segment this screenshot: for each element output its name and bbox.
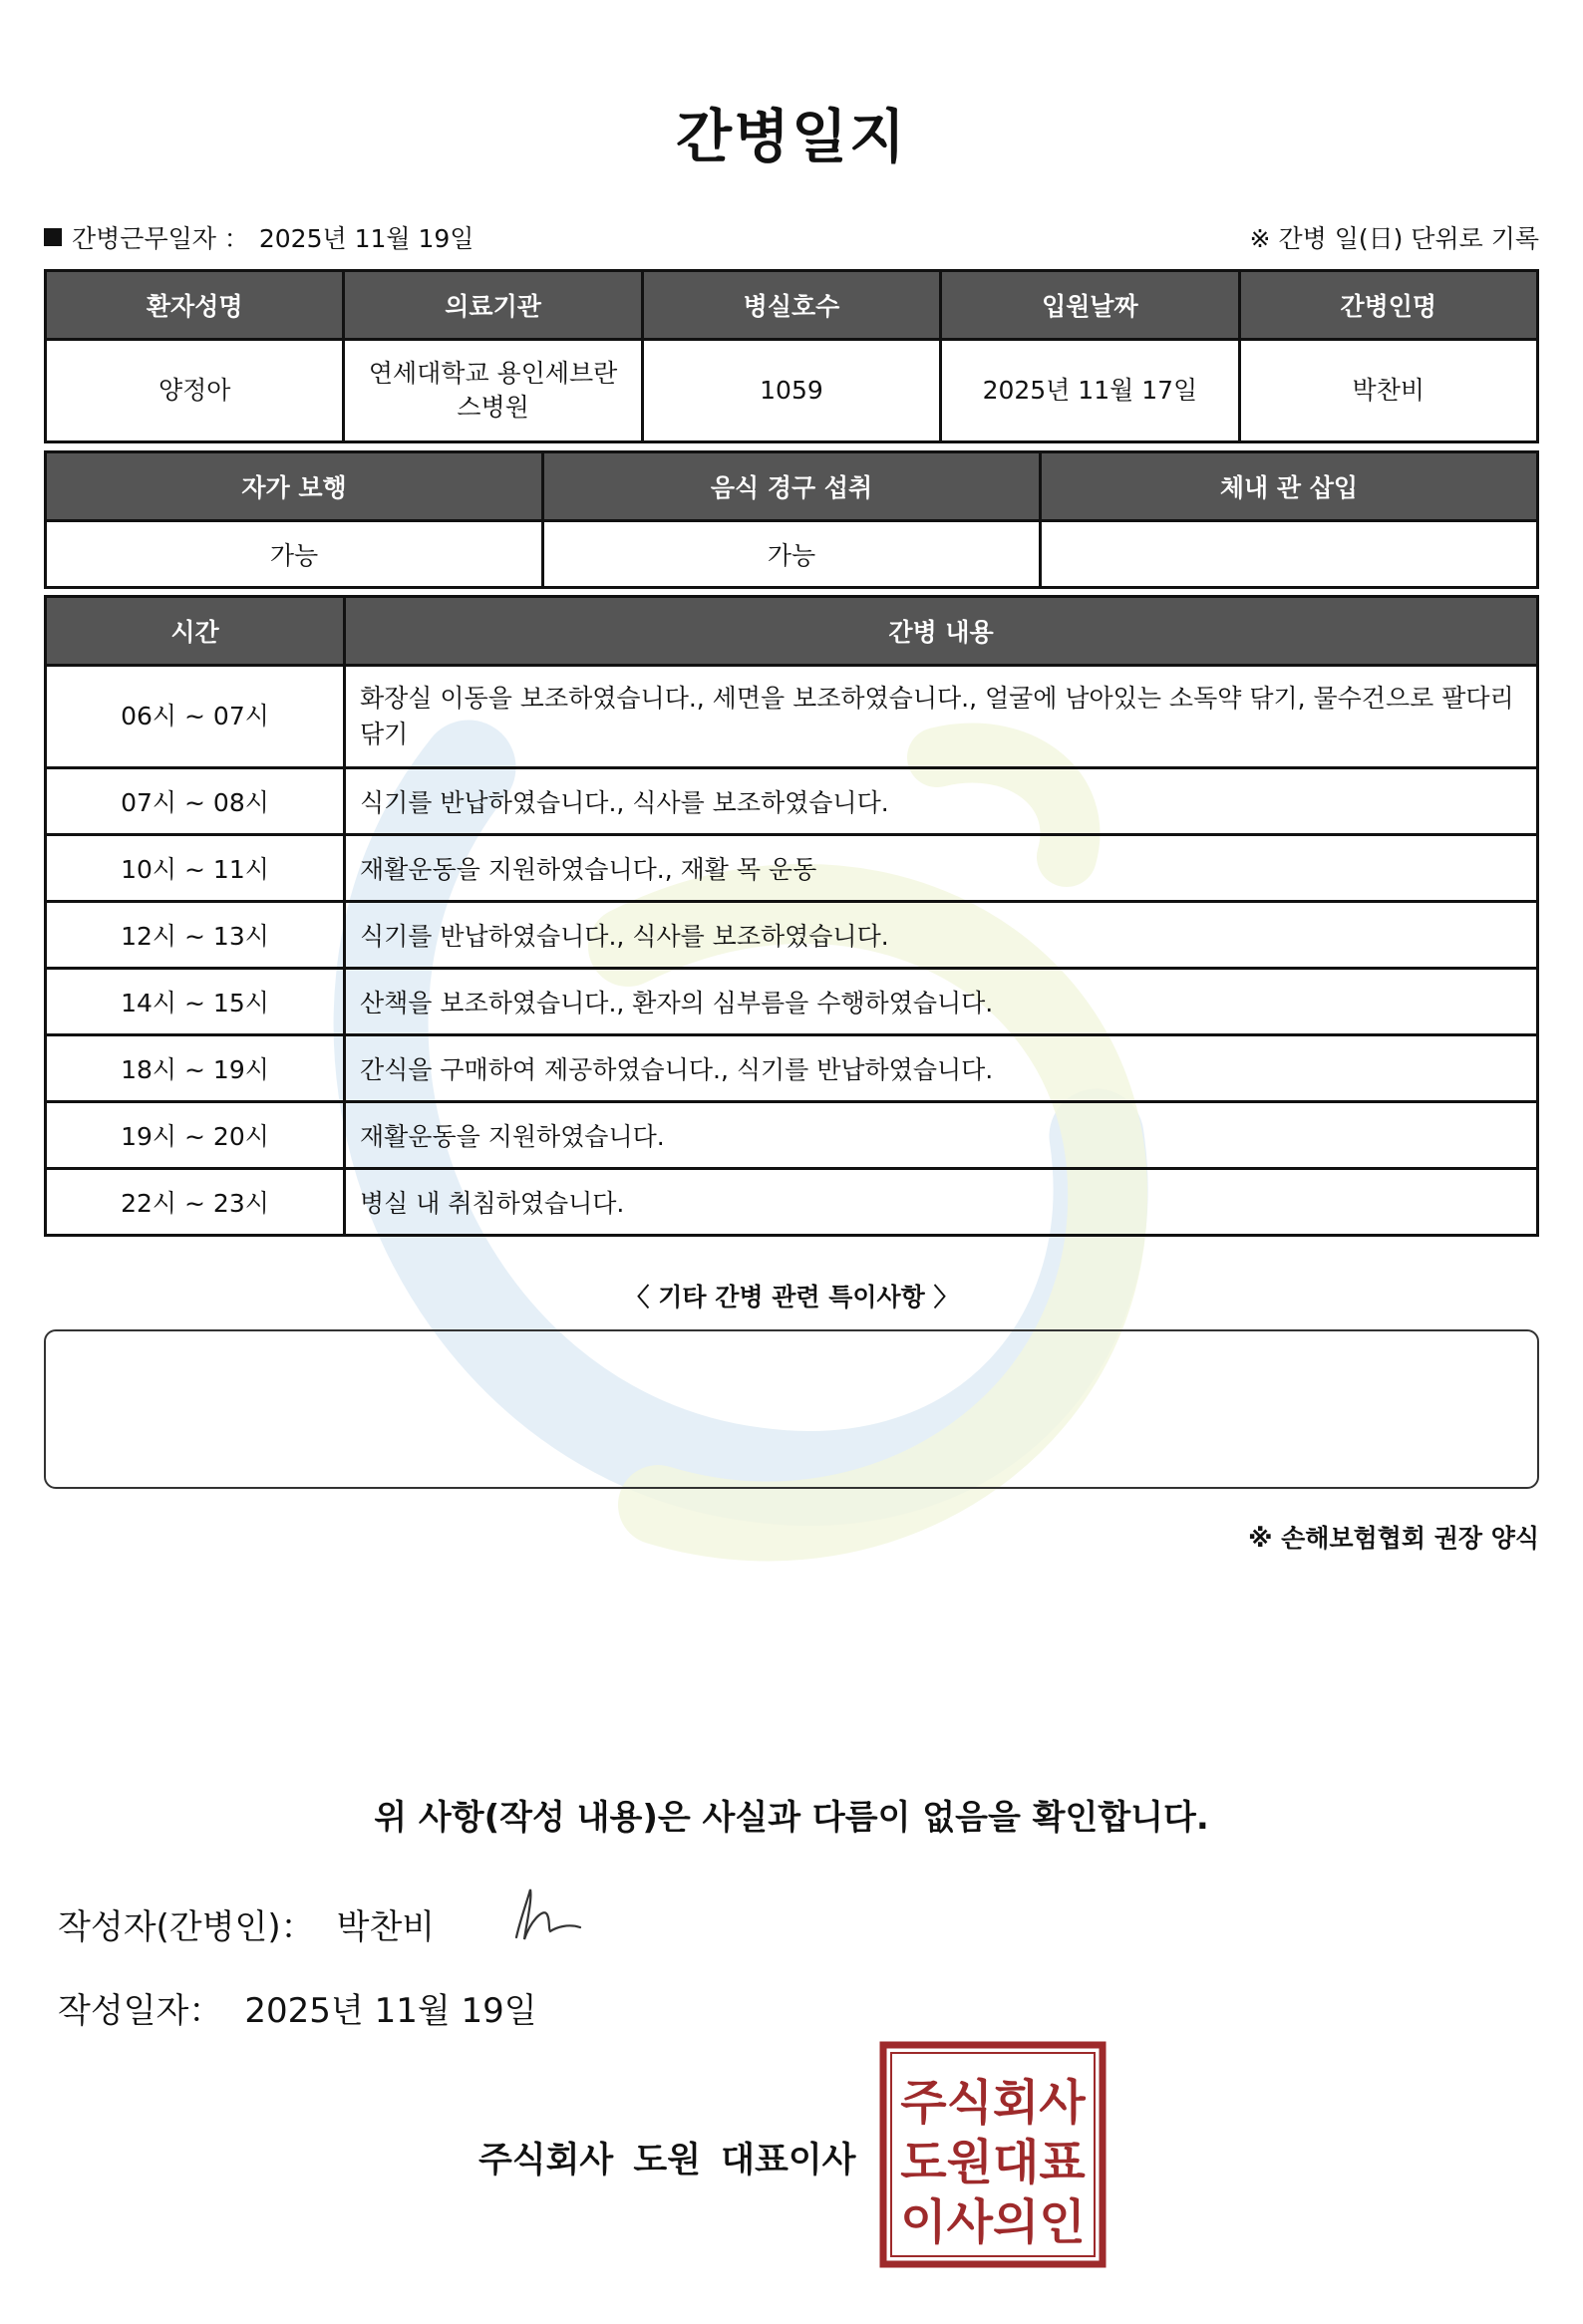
written-date-line (58, 1983, 537, 2032)
time-cell: 19시 ~ 20시 (46, 1102, 345, 1169)
content-cell: 산책을 보조하였습니다., 환자의 심부름을 수행하였습니다. (345, 969, 1538, 1035)
patient-status-table (44, 450, 1539, 589)
patient-name: 양정아 (46, 340, 344, 442)
self-walking-value: 가능 (46, 521, 543, 588)
writer-line (58, 1899, 435, 1948)
time-cell: 06시 ~ 07시 (46, 666, 345, 768)
confirmation-statement: 위 사항(작성 내용)은 사실과 다름이 없음을 확인합니다. (374, 1798, 1209, 1838)
header-oral-intake: 음식 경구 섭취 (543, 452, 1041, 521)
table-row (46, 666, 1538, 768)
hospital-name: 연세대학교 용인세브란스병원 (344, 340, 642, 442)
patient-info-table (44, 269, 1539, 443)
recommended-form-note: ※ 손해보험협회 권장 양식 (1248, 1524, 1539, 1553)
written-date-label: 작성일자： (58, 1991, 223, 2031)
content-cell: 재활운동을 지원하였습니다., 재활 목 운동 (345, 835, 1538, 902)
header-care-content: 간병 내용 (345, 597, 1538, 666)
content-cell: 화장실 이동을 보조하였습니다., 세면을 보조하였습니다., 얼굴에 남아있는 소독약 닦기, 물수건으로 팔다리 닦기 (345, 666, 1538, 768)
care-log-table (44, 595, 1539, 1237)
seal-line-1: 주식회사 (900, 2075, 1086, 2131)
work-date-row (44, 219, 1539, 255)
room-number: 1059 (642, 340, 940, 442)
writer-label: 작성자(간병인)： (58, 1907, 315, 1947)
special-notes-box (44, 1329, 1539, 1489)
header-room-number: 병실호수 (642, 271, 940, 340)
writer-name: 박찬비 (336, 1907, 436, 1947)
company-representative: 주식회사 도원 대표이사 (478, 2141, 856, 2180)
time-cell: 07시 ~ 08시 (46, 768, 345, 835)
table-row (46, 969, 1538, 1035)
bullet-square-icon (44, 228, 62, 246)
special-notes-title: 〈 기타 간병 관련 특이사항 〉 (624, 1283, 959, 1311)
time-cell: 12시 ~ 13시 (46, 902, 345, 969)
content-cell: 간식을 구매하여 제공하였습니다., 식기를 반납하였습니다. (345, 1035, 1538, 1102)
content-cell: 병실 내 취침하였습니다. (345, 1169, 1538, 1236)
content-cell: 재활운동을 지원하였습니다. (345, 1102, 1538, 1169)
header-hospital: 의료기관 (344, 271, 642, 340)
content-cell: 식기를 반납하였습니다., 식사를 보조하였습니다. (345, 902, 1538, 969)
table-row (46, 835, 1538, 902)
seal-line-3: 이사의인 (900, 2194, 1086, 2250)
time-cell: 22시 ~ 23시 (46, 1169, 345, 1236)
time-cell: 18시 ~ 19시 (46, 1035, 345, 1102)
daily-record-note: ※ 간병 일(日) 단위로 기록 (1249, 224, 1539, 253)
seal-line-2: 도원대표 (900, 2135, 1086, 2190)
table-row (46, 1102, 1538, 1169)
written-date-value: 2025년 11월 19일 (244, 1991, 537, 2031)
header-self-walking: 자가 보행 (46, 452, 543, 521)
header-tube-insertion: 체내 관 삽입 (1041, 452, 1538, 521)
header-caregiver-name: 간병인명 (1239, 271, 1537, 340)
document-title: 간병일지 (675, 103, 908, 170)
table-row (46, 768, 1538, 835)
work-date-value: 2025년 11월 19일 (258, 224, 475, 253)
table-row (46, 1035, 1538, 1102)
admission-date: 2025년 11월 17일 (941, 340, 1239, 442)
time-cell: 10시 ~ 11시 (46, 835, 345, 902)
table-row (46, 1169, 1538, 1236)
header-time: 시간 (46, 597, 345, 666)
company-seal-stamp (879, 2041, 1107, 2268)
table-row (46, 902, 1538, 969)
content-cell: 식기를 반납하였습니다., 식사를 보조하였습니다. (345, 768, 1538, 835)
header-admission-date: 입원날짜 (941, 271, 1239, 340)
header-patient-name: 환자성명 (46, 271, 344, 340)
oral-intake-value: 가능 (543, 521, 1041, 588)
caregiver-name: 박찬비 (1239, 340, 1537, 442)
time-cell: 14시 ~ 15시 (46, 969, 345, 1035)
tube-insertion-value (1041, 521, 1538, 588)
work-date-label: 간병근무일자 ： (72, 224, 249, 253)
handwritten-signature (508, 1880, 588, 1949)
